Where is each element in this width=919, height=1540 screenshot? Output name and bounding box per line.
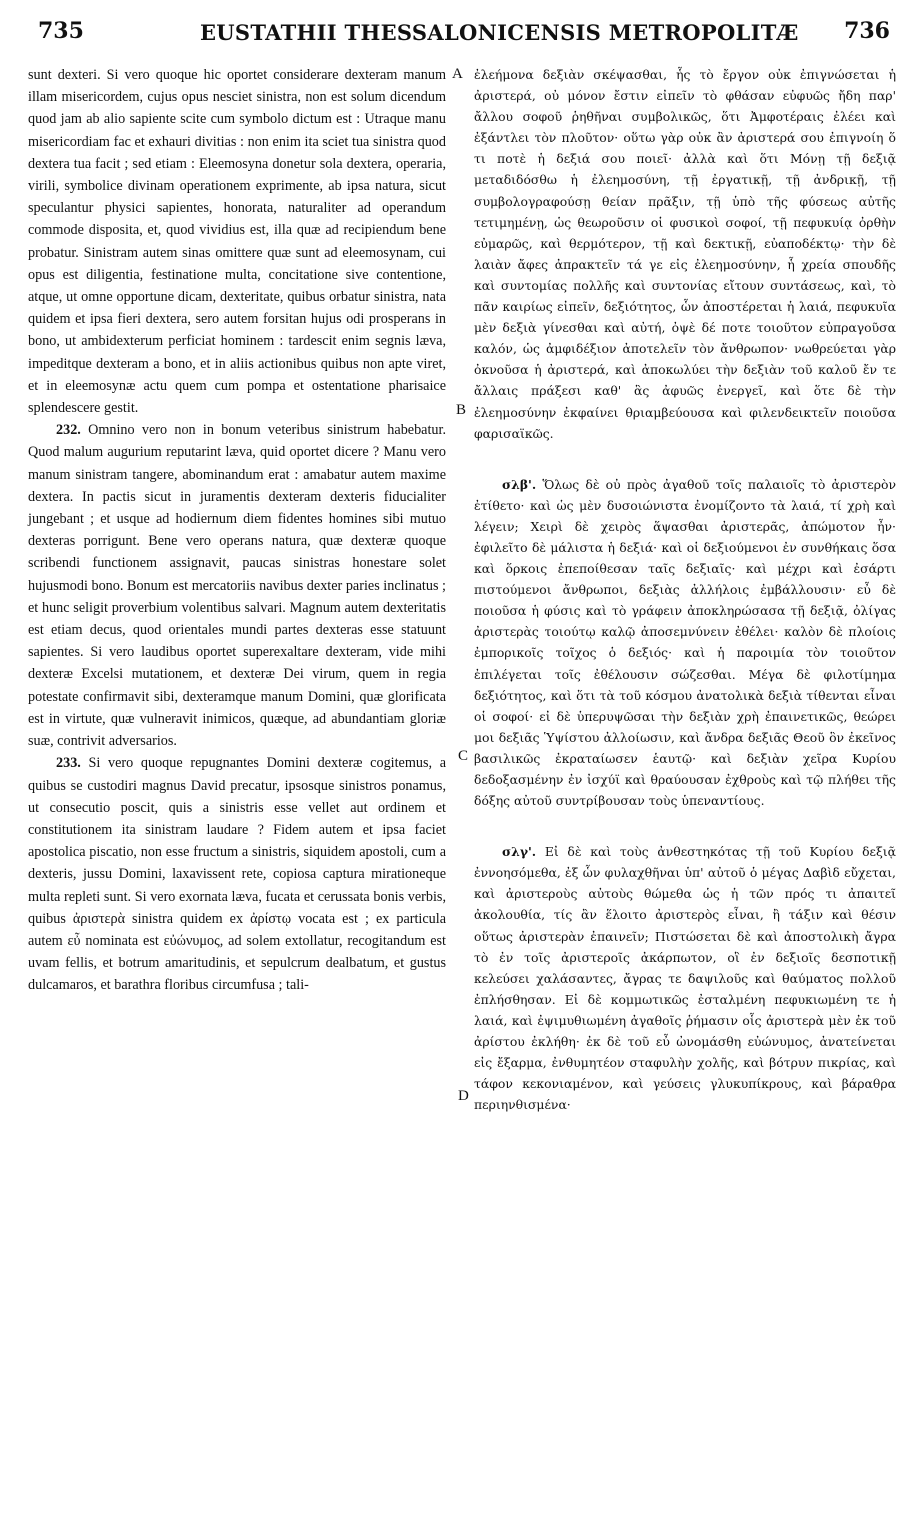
latin-column [28,64,446,997]
latin-paragraph-232-text: Omnino vero non in bonum veteribus sinistrum habebatur. Quod malum augurium reputarint læva, quid oportet dicere ? Manu vero manum sinistram tangere, abominandum erat : amabatur autem maxime dextera. In pactis sicut in juramentis dexteram dexteris fiducialiter jungebant ; et usque ad hodiernum diem fidentes homines sibi mutuo dexteras porrigunt. Bene vero operans natura, quæ dexteræ quoque scribendi functionem assignavit, paucas sinistras honestare solet hujusmodi bono. Bonum est mercatoriis navibus dexter paries inclinatus ; et hunc seligit proverbium volentibus salvari. Magnum autem dexteritatis est etiam decus, quod orientales mundi partes dexteras esse statuunt sapientes. Si vero laudibus oportet superexaltare dexteram, vide mihi dexteræ Excelsi mutationem, et dexteræ Dei virum, quem in regia potestate confirmavit sibi, dexteramque manum Domini, quæ glorificata est in virtute, quæ vulneravit inimicos, quæque, ad abundantiam gloriæ suæ, contrivit adversarios. [28,422,446,750]
margin-marker-a: A [452,66,463,82]
latin-section-number-232: 232. [56,422,81,439]
running-header [30,18,890,52]
margin-marker-d: D [458,1088,469,1104]
greek-paragraph-233 [474,841,896,1115]
greek-paragraph-spacer [474,811,896,841]
page-number-left: 735 [38,18,84,44]
greek-column [474,64,896,1115]
latin-paragraph-233-text: Si vero quoque repugnantes Domini dexteræ cogitemus, a quibus se custodiri magnus David precatur, ipsosque sinistros ponamus, ut consecutio poscit, quis a sinistris esse vellet aut ordinem et constitutionem ita sinistram laudare ? Fidem autem et ipsa faciet apostolica piscatio, non esse fructum a sinistris, siquidem apostoli, cum a dexteris, jussu Domini, laxavissent rete, copiosa captura mirationeque multa repleti sunt. Si vero exornata læva, fucata et cerussata bonis verbis, quibus ἀριστερὰ sinistra quidem ex ἀρίστῳ vocata est ; ex particula autem εὖ nominata est εὐώνυμος, ad solem extollatur, recogitandum est uvam fellis, et botrum amaritudinis, et sepulcrum dealbatum, et gustus dulcamaros, et barathra floribus circumfusa ; tali- [28,755,447,994]
latin-paragraph-1: sunt dexteri. Si vero quoque hic oportet considerare dexteram manum illam misericordem, cujus opus nesciet sinistra, non est solum dicendum quod jam ab alio sapiente scite cum symbolo dictum est : Utraque manu misericordiam fac et exhauri divitias : non enim ita sciet tua sinistra quod dextera tua facit ; sed etiam : Eleemosyna donetur sola dextera, operaria, virili, symbolice divinam operationem exprimente, ab ipsa natura, sicut speculantur physici sapientes, honorata, naturaliter ad operandum commode disposita, et, quod vividius est, illa quæ ad recipiendum bene probatur. Sinistram autem sinas omittere quæ sunt ad eleemosynam, cui opus est diligentia, festinatione multa, concitatione sive contentione, atque, ut omne opportune dicam, dexteritate, quibus orbatur sinistra, nata quidem et ipsa fieri dextera, sero autem forsitan hujus odi prosperans in bono, ut ambidexterum perficiat hominem : tardescit enim segnis læva, impeditque dexteram a bono, et in aliis actionibus quibus non apte viret, et in eleemosynæ actu quem cum pompa et ostentatione pharisaice splendescere gestit. [28,67,446,417]
greek-section-number-232: σλβ'. [502,476,537,492]
margin-marker-c: C [458,748,469,764]
running-title: EUSTATHII THESSALONICENSIS METROPOLITÆ [200,20,799,45]
greek-paragraph-232-text: Ὅλως δὲ οὐ πρὸς ἀγαθοῦ τοῖς παλαιοῖς τὸ ἀριστερὸν ἐτίθετο· καὶ ὡς μὲν δυσοιώνιστα ἐνομίζοντο τὰ λαιά, τί χρὴ καὶ λέγειν; Χειρὶ δὲ χειρὸς ἅψασθαι ἀριστερᾶς, ἀπώμοτον ἦν· ἐφιλεῖτο δὲ μάλιστα ἡ δεξιά· καὶ οἱ δεξιούμενοι ἐν συνθήκαις ὅσα καὶ ὅρκοις ἐπεποίθεσαν ταῖς δεξιαῖς· καὶ μέχρι καὶ ἐσάρτι πιστούμενοι ἄνθρωποι, δεξιὰς ἀλλήλοις ἐμβάλλουσιν· εὖ δὲ ποιοῦσα ἡ φύσις καὶ τὸ γράφειν ἀποκληρώσασα τῇ δεξιᾷ, ὀλίγας ἀριστερὰς τοιούτῳ καλῷ ἀποσεμνύνειν ἐθέλει· καλὸν δὲ πλοίοις ἐμπορικοῖς τοῖχος ὁ δεξιός· καὶ ἡ παροιμία τὸν τοιοῦτον ἐπιλέγεται τοῖς ἐθέλουσιν σώζεσθαι. Μέγα δὲ φιλοτίμημα δεξιότητος, καὶ ὅτι τὰ τοῦ κόσμου ἀνατολικὰ δεξιὰ τίθενται εἶναι οἱ σοφοί· εἰ δὲ ὑπερυψῶσαι τὴν δεξιὰν χρὴ ἐπαινετικῶς, θεώρει μοι δεξιᾶς Ὑψίστου ἀλλοίωσιν, καὶ ἄνδρα δεξιᾶς Θεοῦ ὃν ἐκεῖνος βασιλικῶς ἐκραταίωσεν ἑαυτῷ· καὶ δεξιὰν χεῖρα Κυρίου δεδοξασμένην ἐν ἰσχύϊ καὶ θραύουσαν ἐχθροὺς καὶ τῷ πλήθει τῆς δόξης αὐτοῦ συντρίβουσαν τοὺς ὑπεναντίους. [474,476,896,809]
greek-paragraph-spacer [474,444,896,474]
page-number-right: 736 [844,18,890,44]
margin-marker-b: B [456,402,467,418]
latin-paragraph-232 [28,419,446,752]
greek-paragraph-232 [474,474,896,812]
greek-paragraph-233-text: Εἰ δὲ καὶ τοὺς ἀνθεστηκότας τῇ τοῦ Κυρίου δεξιᾷ ἐννοησόμεθα, ἐξ ὧν φυλαχθῆναι ὑπ' αὐτοῦ ὁ μέγας Δαβὶδ εὔχεται, καὶ ἀριστεροὺς αὐτοὺς θώμεθα ὡς ἡ τῶν πρός τι ἀπαιτεῖ ἀκολουθία, τίς ἂν ἕλοιτο ἀριστερὸς εἶναι, ἢ τάξιν καὶ θέσιν οὕτως ἀριστερὰν ἐπαινεῖν; Πιστώσεται δὲ καὶ ἀποστολικὴ ἄγρα τὸ ἐν τοῖς ἀριστεροῖς ἀκάρπωτον, οἳ ἐν δεξιοῖς δεσποτικῇ κελεύσει χαλάσαντες, ἄγρας τε δαψιλοῦς καὶ θαύματος πολλοῦ ἐπλήσθησαν. Εἰ δὲ κομμωτικῶς ἐσταλμένη πεφυκιωμένη τε ἡ λαιά, καὶ ἐψιμυθιωμένη ἀγαθοῖς ῥήμασιν οἷς ἀριστερὰ μὲν ἐκ τοῦ ἀρίστου ἐκλήθη· ἐκ δὲ τοῦ εὖ ὠνομάσθη εὐώνυμος, ἀνατείνεται εἰς ἔξαρμα, ἐνθυμητέον σταφυλὴν χολῆς, καὶ βότρυν πικρίας, καὶ τάφον κεκονιαμένον, καὶ γεύσεις γλυκυπίκρους, καὶ βάραθρα περιηνθισμένα· [474,844,896,1113]
latin-paragraph-233 [28,752,446,996]
latin-section-number-233: 233. [56,755,81,772]
greek-section-number-233: σλγ'. [502,844,537,860]
greek-paragraph-1: ἐλεήμονα δεξιὰν σκέψασθαι, ἧς τὸ ἔργον οὐκ ἐπιγνώσεται ἡ ἀριστερά, οὐ μόνον ἔστιν εἰπεῖν τὸ φθάσαν εὐφυῶς ἤδη παρ' ἄλλου σοφοῦ ῥηθῆναι συμβολικῶς, ὅτι Ἀμφοτέραις ἐλέει καὶ ἐξάντλει τὸν πλοῦτον· οὕτω γὰρ οὐκ ἂν ἀριστερά σου ἐπιγνοίη ὅ τι ποτὲ ἡ δεξιά σου ποιεῖ· ἀλλὰ καὶ ὅτι Μόνῃ τῇ δεξιᾷ μεταδιδόσθω ἡ ἐλεημοσύνη, τῇ ἐργατικῇ, τῇ ἀνδρικῇ, τῇ συμβολογραφούσῃ θείαν πρᾶξιν, τῇ ὑπὸ τῆς φύσεως αὐτῆς τετιμημένῃ, ὡς θεωροῦσιν οἱ φυσικοὶ σοφοί, τῇ πεφυκυίᾳ ὀρθὴν εὐμαρῶς, καὶ θερμότερον, τῇ καὶ δεκτικῇ, εὐαποδέκτῳ· τὴν δὲ λαιὰν ἄφες ἀπρακτεῖν τά γε εἰς ἐλεημοσύνην, ἧ χρεία σπουδῆς καὶ συντομίας πολλῆς καὶ συντονίας εἴτουν συντάσεως, καὶ, τὸ πᾶν καιρίως εἰπεῖν, δεξιότητος, ὧν ἀποστέρεται ἡ λαιά, πεφυκυῖα μὲν δεξιὰ γίνεσθαι καὶ αὐτή, ὀψὲ δέ ποτε τοιοῦτον εὐπραγοῦσα καλόν, ὡς ἀμφιδέξιον ἀποτελεῖν τὸν ἄνθρωπον· νωθρεύεται γὰρ ὀκνοῦσα ἡ ἀριστερά, καὶ ἀποκωλύει τὴν δεξιὰν τοῦ καλοῦ ἔν τε ἄλλαις πράξεσι καθ' ἃς ἀφυῶς ἐνεργεῖ, καὶ ὅτε δὲ τὴν ἐλεημοσύνην ἐκφαίνει θριαμβεύουσα καὶ φιλενδεικτεῖν ποιοῦσα φαρισαϊκῶς. [474,67,896,441]
